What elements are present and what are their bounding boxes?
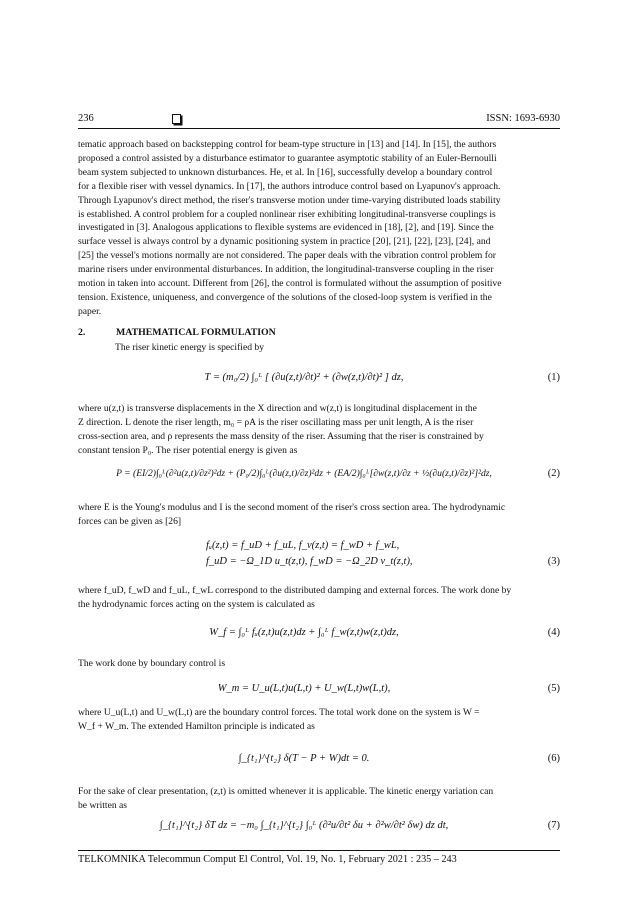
equation-number: (1) bbox=[547, 372, 560, 383]
text-line: tension. Existence, uniqueness, and convergence of the solutions of the closed-loop system is verified in the bbox=[78, 291, 492, 303]
square-icon bbox=[172, 114, 181, 124]
text-line: investigated in [3]. Analogous applications to flexible systems are evidenced in [18], [2], and [19]. Since the bbox=[78, 222, 494, 234]
running-header bbox=[78, 113, 560, 127]
text-line: surface vessel is always control by a dynamic positioning system in practice [20], [21], [22], [23], [24], and bbox=[78, 236, 491, 248]
text-line: proposed a control assisted by a disturbance estimator to guarantee asymptotic stability of an Euler-Bernoulli bbox=[78, 152, 497, 164]
equation-body-line-2: f_uD = −Ω_1D u_t(z,t), f_wD = −Ω_2D v_t(z,t), bbox=[206, 556, 413, 567]
text-line: forces can be given as [26] bbox=[78, 515, 182, 527]
equation-body: P = (EI/2)∫₀ᴸ(∂²u(z,t)/∂z²)²dz + (P₀/2)∫₀ᴸ(∂u(z,t)/∂z)²dz + (EA/2)∫₀ᴸ[∂w(z,t)/∂z + ½(∂u(z,t)/∂z)²]²dz, bbox=[116, 468, 492, 479]
equation-6 bbox=[78, 753, 560, 783]
intro-paragraph bbox=[78, 138, 560, 319]
text-line: paper. bbox=[78, 305, 102, 317]
text-line: Z direction. L denote the riser length, m₀ = ρA is the riser oscillating mass per unit length, A is the riser bbox=[78, 416, 474, 428]
equation-3 bbox=[78, 540, 560, 572]
equation-number: (3) bbox=[547, 556, 560, 567]
paragraph bbox=[78, 706, 560, 734]
text-line: tematic approach based on backstepping control for beam-type structure in [13] and [14]. In [15], the authors bbox=[78, 139, 497, 150]
paragraph bbox=[78, 501, 560, 529]
equation-body: W_f = ∫₀ᴸ fᵤ(z,t)u(z,t)dz + ∫₀ᴸ f_w(z,t)w(z,t)dz, bbox=[209, 627, 399, 638]
section-title: MATHEMATICAL FORMULATION bbox=[116, 327, 276, 338]
page-number: 236 bbox=[78, 113, 94, 124]
equation-1 bbox=[78, 372, 560, 402]
equation-body: W_m = U_u(L,t)u(L,t) + U_w(L,t)w(L,t), bbox=[217, 683, 391, 694]
text-line: beam system subjected to unknown disturbances. He, et al. In [16], successfully develop a boundary control bbox=[78, 166, 493, 178]
text-line: cross-section area, and ρ represents the mass density of the riser. Assuming that the riser is constrained by bbox=[78, 430, 484, 442]
text-line: marine risers under environmental disturbances. In addition, the longitudinal-transverse coupling in the riser bbox=[78, 264, 494, 276]
equation-number: (7) bbox=[547, 820, 560, 831]
equation-number: (6) bbox=[547, 753, 560, 764]
text-line: motion in taken into account. Different from [26], the control is formulated without the assumption of positive bbox=[78, 278, 502, 290]
section-number: 2. bbox=[78, 327, 86, 338]
equation-body: ∫_{t₁}^{t₂} δT dz = −m₀ ∫_{t₁}^{t₂} ∫₀ᴸ (∂²u/∂t² δu + ∂²w/∂t² δw) dz dt, bbox=[159, 820, 449, 831]
text-line: where E is the Young's modulus and I is the second moment of the riser's cross section area. The hydrodynamic bbox=[78, 502, 506, 513]
text-line: where U_u(L,t) and U_w(L,t) are the boundary control forces. The total work done on the system is W = bbox=[78, 707, 480, 718]
equation-number: (4) bbox=[547, 627, 560, 638]
equation-body-line-1: fᵤ(z,t) = f_uD + f_uL, f_v(z,t) = f_wD + f_wL, bbox=[206, 540, 400, 551]
equation-7 bbox=[78, 820, 560, 850]
text-line: W_f + W_m. The extended Hamilton principle is indicated as bbox=[78, 720, 315, 732]
text-line: is established. A control problem for a coupled nonlinear riser exhibiting longitudinal-transverse couplings is bbox=[78, 208, 496, 220]
header-rule bbox=[78, 128, 560, 129]
text-line: [25] the vessel's motions normally are not considered. The paper deals with the vibration control problem for bbox=[78, 250, 496, 262]
text-line: For the sake of clear presentation, (z,t) is omitted whenever it is applicable. The kinetic energy variation can bbox=[78, 786, 494, 797]
paragraph bbox=[78, 785, 560, 813]
text-line: constant tension P₀. The riser potential energy is given as bbox=[78, 444, 298, 456]
equation-number: (5) bbox=[547, 683, 560, 694]
lead-sentence: The work done by boundary control is bbox=[78, 658, 226, 669]
text-line: where u(z,t) is transverse displacements in the X direction and w(z,t) is longitudinal displacement in the bbox=[78, 403, 477, 414]
paragraph bbox=[78, 402, 560, 458]
equation-4 bbox=[78, 627, 560, 657]
running-footer: TELKOMNIKA Telecommun Comput El Control, Vol. 19, No. 1, February 2021 : 235 – 243 bbox=[78, 854, 457, 865]
text-line: for a flexible riser with vessel dynamics. In [17], the authors introduce control based on Lyapunov's approach. bbox=[78, 180, 501, 192]
issn: ISSN: 1693-6930 bbox=[486, 113, 560, 124]
lead-sentence: The riser kinetic energy is specified by bbox=[115, 342, 265, 353]
text-line: be written as bbox=[78, 799, 128, 811]
footer-rule bbox=[78, 850, 560, 851]
text-line: Through Lyapunov's direct method, the riser's transverse motion under time-varying distributed loads stability bbox=[78, 194, 501, 206]
equation-body: T = (m₀/2) ∫₀ᴸ [ (∂u(z,t)/∂t)² + (∂w(z,t)/∂t)² ] dz, bbox=[204, 372, 404, 383]
equation-2 bbox=[78, 468, 560, 498]
text-line: where f_uD, f_wD and f_uL, f_wL correspond to the distributed damping and external forces. The work done by bbox=[78, 585, 512, 596]
text-line: the hydrodynamic forces acting on the system is calculated as bbox=[78, 598, 315, 610]
section-heading bbox=[78, 327, 276, 338]
equation-body: ∫_{t₁}^{t₂} δ(T − P + W)dt = 0. bbox=[238, 753, 370, 764]
equation-number: (2) bbox=[547, 468, 560, 479]
paragraph bbox=[78, 584, 560, 612]
